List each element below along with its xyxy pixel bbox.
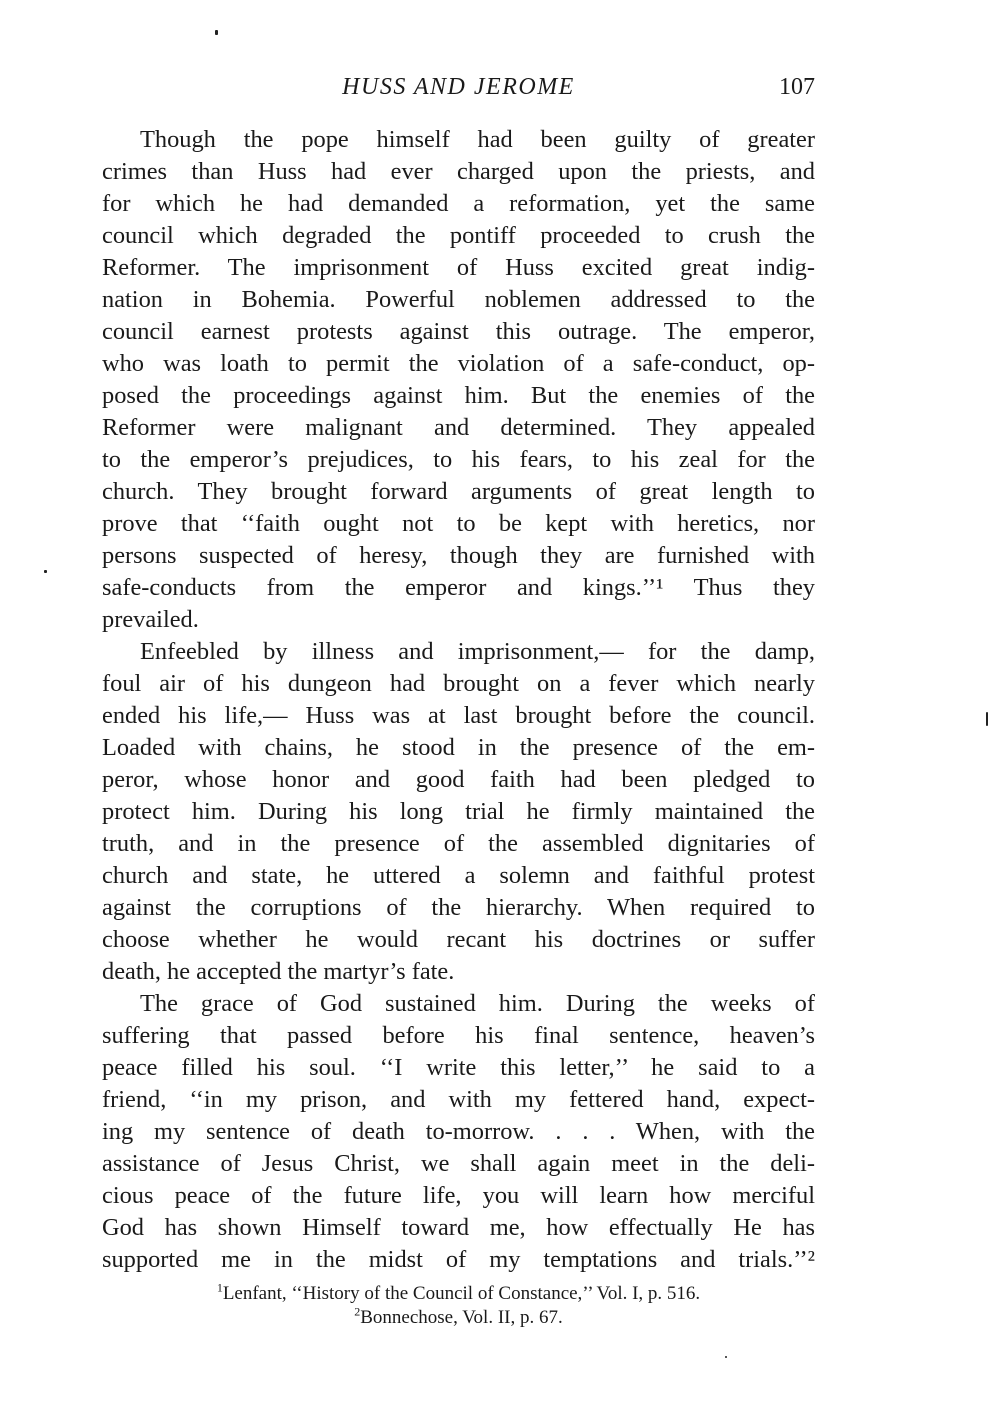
text-line: Though the pope himself had been guilty of greater	[140, 126, 815, 153]
text-line: ing my sentence of death to-morrow. . . . When, with the	[102, 1118, 815, 1145]
text-line: council which degraded the pontiff proceeded to crush the	[102, 222, 815, 249]
paragraph	[102, 636, 815, 988]
text-line: assistance of Jesus Christ, we shall again meet in the deli-	[102, 1150, 815, 1177]
text-line: persons suspected of heresy, though they are furnished with	[102, 542, 815, 569]
ink-speck	[725, 1356, 727, 1358]
text-line: choose whether he would recant his doctrines or suffer	[102, 926, 815, 953]
footnote-mark: 1	[216, 1280, 223, 1295]
page-number: 107	[779, 74, 815, 100]
text-line: peace filled his soul. ‘‘I write this letter,’’ he said to a	[102, 1054, 815, 1081]
footnote	[102, 1282, 815, 1306]
footnotes	[102, 1282, 815, 1330]
text-line: against the corruptions of the hierarchy. When required to	[102, 894, 815, 921]
text-line: posed the proceedings against him. But the enemies of the	[102, 382, 815, 409]
text-line: Reformer were malignant and determined. They appealed	[102, 414, 815, 441]
ink-speck	[44, 570, 47, 573]
text-line: safe-conducts from the emperor and kings.’’¹ Thus they	[102, 574, 815, 601]
text-line: crimes than Huss had ever charged upon the priests, and	[102, 158, 815, 185]
text-line: friend, ‘‘in my prison, and with my fettered hand, expect-	[102, 1086, 815, 1113]
text-line: church. They brought forward arguments of great length to	[102, 478, 815, 505]
text-line: The grace of God sustained him. During the weeks of	[140, 990, 815, 1017]
footnote-text: Bonnechose, Vol. II, p. 67.	[360, 1307, 563, 1328]
text-line: to the emperor’s prejudices, to his fears, to his zeal for the	[102, 446, 815, 473]
text-line: nation in Bohemia. Powerful noblemen addressed to the	[102, 286, 815, 313]
footnote	[102, 1306, 815, 1330]
text-line: church and state, he uttered a solemn and faithful protest	[102, 862, 815, 889]
text-line: cious peace of the future life, you will learn how merciful	[102, 1182, 815, 1209]
text-line: who was loath to permit the violation of a safe-conduct, op-	[102, 350, 815, 377]
body-text	[102, 124, 815, 1276]
text-line: Loaded with chains, he stood in the presence of the em-	[102, 734, 815, 761]
footnote-text: Lenfant, ‘‘History of the Council of Constance,’’ Vol. I, p. 516.	[222, 1283, 701, 1304]
paragraph	[102, 124, 815, 636]
text-line: death, he accepted the martyr’s fate.	[102, 958, 455, 985]
paragraph	[102, 988, 815, 1276]
text-line: Reformer. The imprisonment of Huss excited great indig-	[102, 254, 815, 281]
text-line: peror, whose honor and good faith had been pledged to	[102, 766, 815, 793]
text-line: council earnest protests against this outrage. The emperor,	[102, 318, 815, 345]
text-line: for which he had demanded a reformation, yet the same	[102, 190, 815, 217]
running-title: HUSS AND JEROME	[342, 74, 575, 100]
text-line: ended his life,— Huss was at last brought before the council.	[102, 702, 815, 729]
text-line: supported me in the midst of my temptations and trials.’’²	[102, 1246, 815, 1273]
text-line: truth, and in the presence of the assembled dignitaries of	[102, 830, 815, 857]
text-line: prevailed.	[102, 606, 199, 633]
footnote-mark: 2	[354, 1304, 361, 1319]
text-line: Enfeebled by illness and imprisonment,— for the damp,	[140, 638, 815, 665]
text-line: foul air of his dungeon had brought on a fever which nearly	[102, 670, 815, 697]
ink-speck	[986, 712, 988, 726]
text-line: prove that ‘‘faith ought not to be kept with heretics, nor	[102, 510, 815, 537]
text-line: protect him. During his long trial he firmly maintained the	[102, 798, 815, 825]
text-line: God has shown Himself toward me, how effectually He has	[102, 1214, 815, 1241]
page-header	[102, 70, 815, 104]
ink-speck	[215, 30, 218, 35]
text-line: suffering that passed before his final sentence, heaven’s	[102, 1022, 815, 1049]
